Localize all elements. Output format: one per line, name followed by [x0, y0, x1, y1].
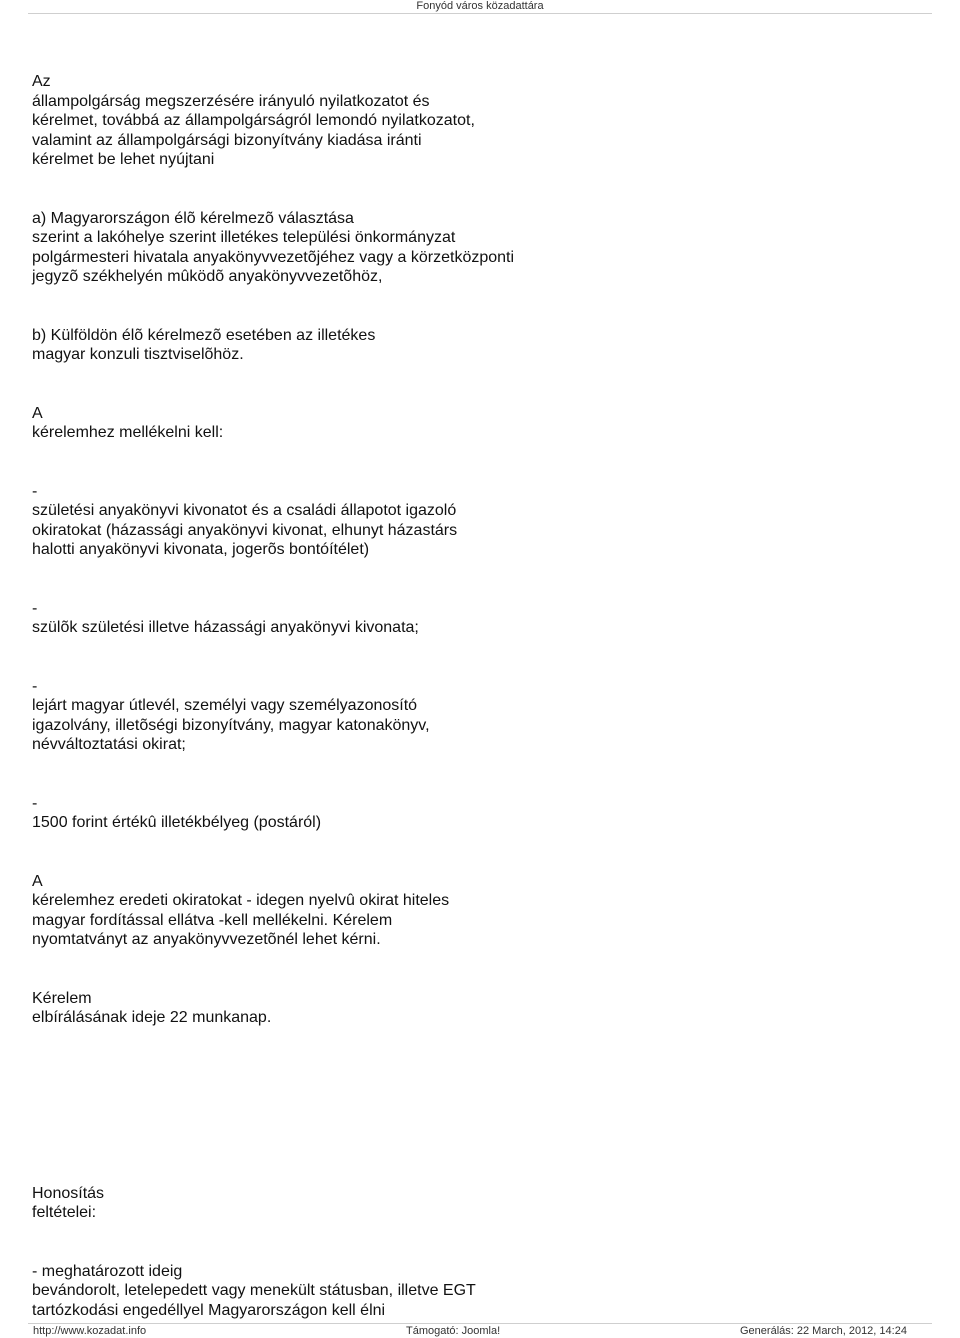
text-line: születési anyakönyvi kivonatot és a családi állapotot igazoló — [32, 502, 457, 519]
text-line: 1500 forint értékû illetékbélyeg (postáról) — [32, 814, 322, 831]
paragraph-attachments-intro — [32, 404, 932, 443]
text-line: Honosítás — [32, 1184, 105, 1202]
text-line: kérelemhez eredeti okiratokat - idegen nyelvû okirat hiteles — [32, 892, 450, 909]
text-line: Az — [32, 73, 51, 90]
text-line: kérelmet, továbbá az állampolgárságról lemondó nyilatkozatot, — [32, 112, 475, 129]
footer-sponsor: Támogató: Joomla! — [406, 1325, 501, 1337]
text-line: A — [32, 404, 43, 422]
header-divider — [28, 13, 932, 14]
text-line: bevándorolt, letelepedett vagy menekült státusban, illetve EGT — [32, 1282, 476, 1299]
text-line: tartózkodási engedéllyel Magyarországon kell élni — [32, 1301, 386, 1319]
text-line: A — [32, 872, 43, 890]
text-line: elbírálásának ideje 22 munkanap. — [32, 1009, 272, 1026]
section-heading-naturalization — [32, 1184, 932, 1223]
text-line: nyomtatványt az anyakönyvvezetõnél lehet kérni. — [32, 931, 381, 948]
text-line: magyar konzuli tisztviselõhöz. — [32, 346, 244, 363]
document-body — [32, 72, 932, 1320]
text-line: okiratokat (házassági anyakönyvi kivonat, elhunyt házastárs — [32, 521, 458, 539]
text-line: szerint a lakóhelye szerint illetékes települési önkormányzat — [32, 229, 456, 246]
text-line: jegyzõ székhelyén mûködõ anyakönyvvezetõhöz, — [32, 268, 383, 285]
text-line: állampolgárság megszerzésére irányuló nyilatkozatot és — [32, 92, 430, 110]
paragraph-naturalization-condition — [32, 1262, 932, 1321]
text-line: szülõk születési illetve házassági anyakönyvi kivonata; — [32, 619, 419, 636]
footer-generated-timestamp: Generálás: 22 March, 2012, 14:24 — [740, 1325, 907, 1337]
text-line: polgármesteri hivatala anyakönyvvezetõjéhez vagy a körzetközponti — [32, 248, 515, 266]
text-line: halotti anyakönyvi kivonata, jogerõs bontóítélet) — [32, 541, 370, 558]
footer-url-link[interactable]: http://www.kozadat.info — [33, 1325, 147, 1337]
list-item-parents-certificates — [32, 599, 932, 638]
list-item-documents — [32, 677, 932, 755]
text-line: b) Külföldön élõ kérelmezõ esetében az illetékes — [32, 326, 376, 344]
text-line: igazolvány, illetõségi bizonyítvány, magyar katonakönyv, — [32, 716, 430, 734]
paragraph-processing-time — [32, 989, 932, 1028]
text-line: névváltoztatási okirat; — [32, 736, 186, 753]
header-title: Fonyód város közadattára — [416, 0, 544, 12]
text-line: feltételei: — [32, 1204, 97, 1221]
paragraph-option-b — [32, 326, 932, 365]
text-line: - meghatározott ideig — [32, 1262, 183, 1280]
footer-divider — [28, 1323, 932, 1324]
paragraph-option-a — [32, 209, 932, 287]
text-line: - — [32, 794, 38, 812]
page-footer — [0, 1325, 960, 1338]
text-line: - — [32, 599, 38, 617]
text-line: - — [32, 482, 38, 500]
text-line: lejárt magyar útlevél, személyi vagy személyazonosító — [32, 697, 418, 714]
paragraph-original-documents — [32, 872, 932, 950]
page-header — [0, 0, 960, 12]
paragraph-intro — [32, 72, 932, 170]
text-line: a) Magyarországon élõ kérelmezõ választása — [32, 209, 354, 227]
text-line: valamint az állampolgársági bizonyítvány kiadása iránti — [32, 131, 422, 149]
text-line: - — [32, 677, 38, 695]
list-item-fee-stamp — [32, 794, 932, 833]
text-line: Kérelem — [32, 989, 92, 1007]
text-line: magyar fordítással ellátva -kell mellékelni. Kérelem — [32, 911, 393, 929]
text-line: kérelemhez mellékelni kell: — [32, 424, 224, 441]
text-line: kérelmet be lehet nyújtani — [32, 151, 215, 168]
list-item-birth-certificate — [32, 482, 932, 560]
